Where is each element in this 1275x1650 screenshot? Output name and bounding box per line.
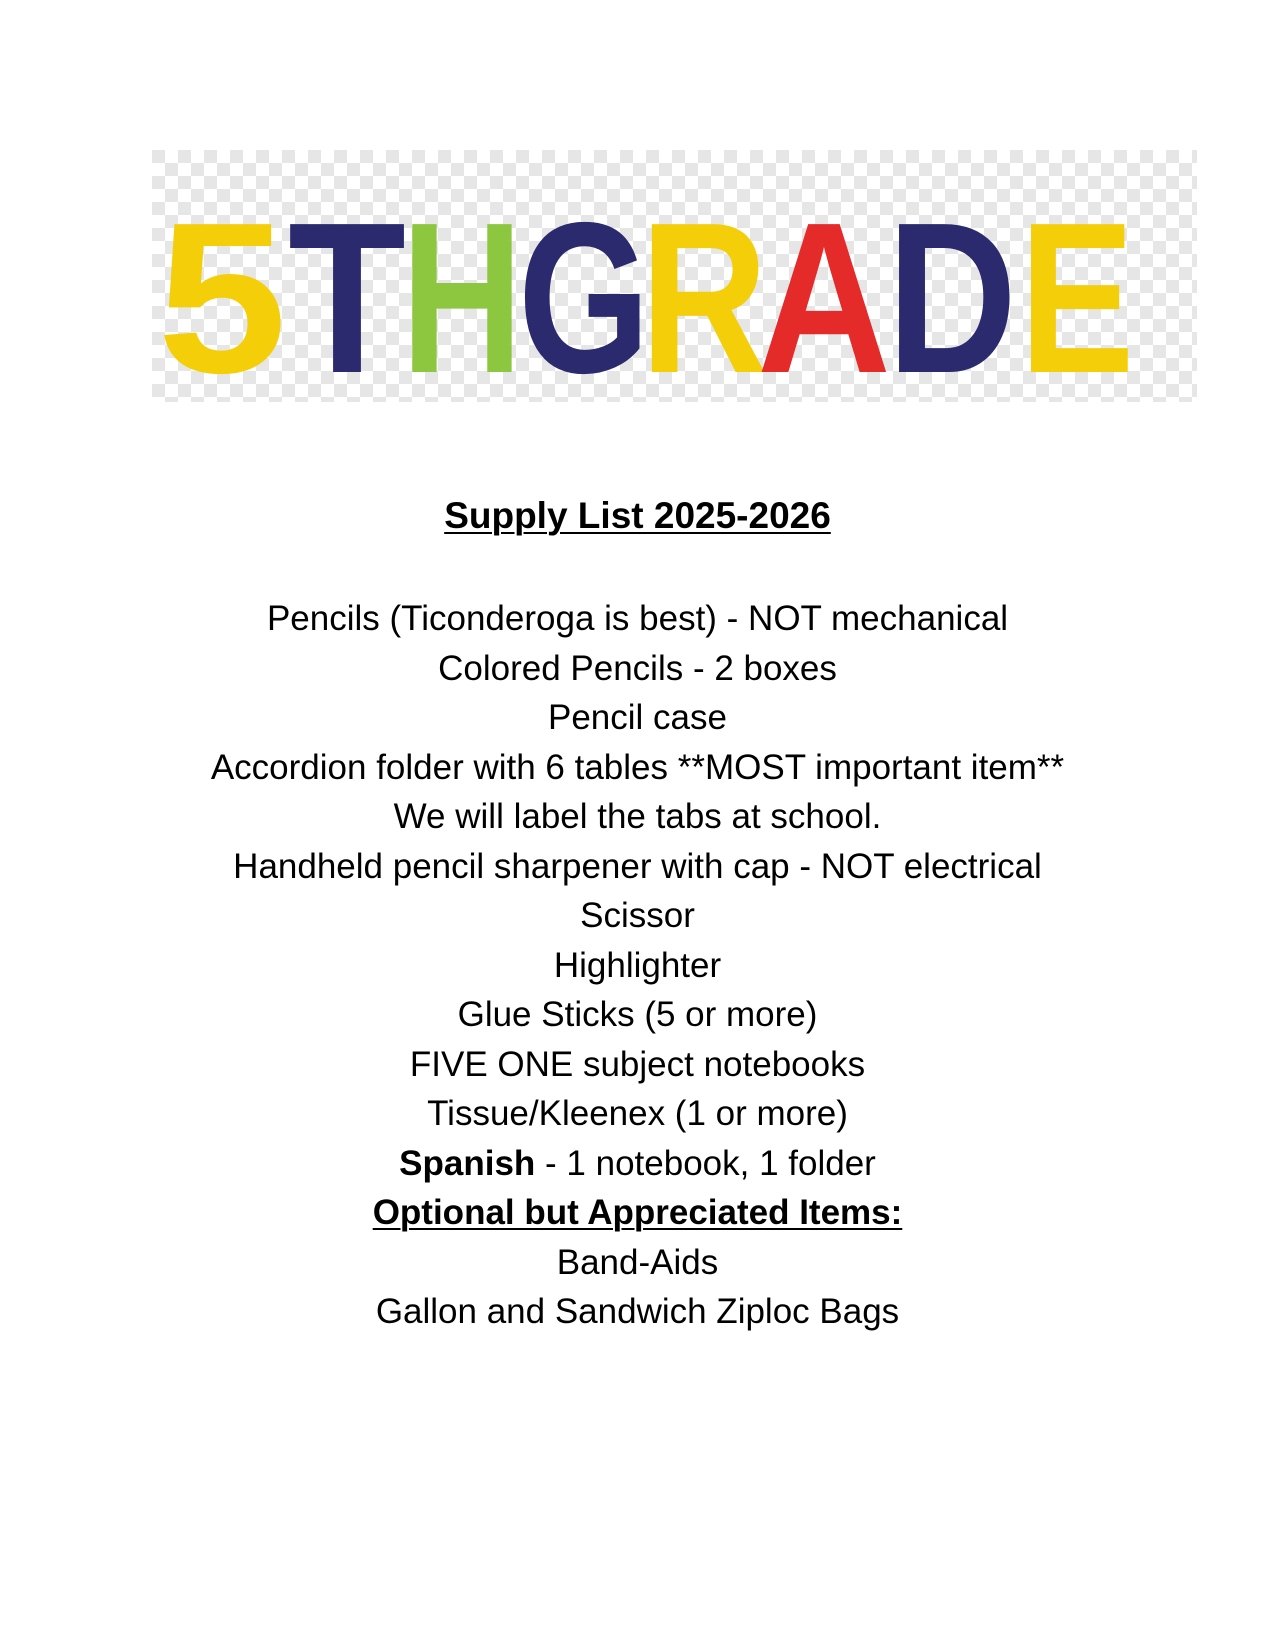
spanish-item xyxy=(0,1139,1275,1189)
list-item: Colored Pencils - 2 boxes xyxy=(438,648,837,688)
spanish-label: Spanish xyxy=(399,1143,536,1183)
banner-letter-h: H xyxy=(401,177,523,402)
optional-item: Band-Aids xyxy=(556,1242,719,1282)
list-item: Highlighter xyxy=(553,945,722,985)
supply-list xyxy=(0,594,1275,1337)
banner-letter-a: A xyxy=(757,177,891,402)
list-item: Tissue/Kleenex (1 or more) xyxy=(427,1094,848,1133)
banner-letter-5: 5 xyxy=(157,177,287,402)
grade-banner-logo xyxy=(152,150,1197,402)
banner-letter-g: G xyxy=(518,177,650,402)
list-item: Accordion folder with 6 tables **MOST important item** xyxy=(210,747,1065,787)
list-item: FIVE ONE subject notebooks xyxy=(409,1044,866,1084)
list-item: Pencils (Ticonderoga is best) - NOT mechanical xyxy=(266,599,1009,638)
banner-letter-r: R xyxy=(640,177,768,402)
list-item: We will label the tabs at school. xyxy=(393,797,882,836)
list-item: Pencil case xyxy=(548,698,727,737)
optional-item: Gallon and Sandwich Ziploc Bags xyxy=(375,1292,900,1331)
list-item: Handheld pencil sharpener with cap - NOT electrical xyxy=(233,846,1042,886)
spanish-detail: - 1 notebook, 1 folder xyxy=(535,1143,876,1183)
list-item: Scissor xyxy=(580,896,695,935)
page-title: Supply List 2025-2026 xyxy=(444,495,831,536)
banner-letter-e: E xyxy=(1019,177,1135,402)
optional-heading: Optional but Appreciated Items: xyxy=(372,1193,903,1232)
list-item: Glue Sticks (5 or more) xyxy=(457,995,818,1034)
banner-letter-t: T xyxy=(288,177,406,402)
banner-letter-d: D xyxy=(887,177,1017,402)
